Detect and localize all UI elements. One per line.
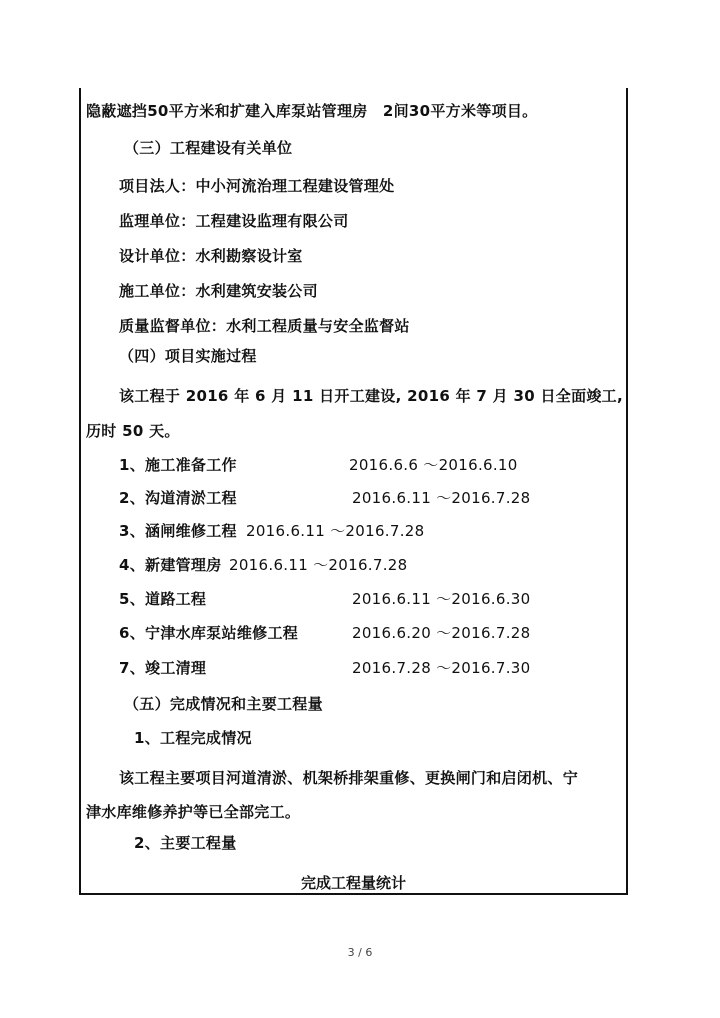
quality-line: 质量监督单位：水利工程质量与安全监督站 xyxy=(119,317,410,335)
completion-line-2: 津水库维修养护等已全部完工。 xyxy=(86,803,301,821)
section-5-heading: （五）完成情况和主要工程量 xyxy=(124,695,323,713)
task-label: 7、竣工清理 xyxy=(119,659,207,677)
completion-line-1: 该工程主要项目河道清淤、机架桥排架重修、更换闸门和启闭机、宁 xyxy=(119,769,579,787)
designer-line: 设计单位：水利勘察设计室 xyxy=(119,247,303,265)
intro-line: 隐蔽遮挡50平方米和扩建入库泵站管理房 2间30平方米等项目。 xyxy=(86,102,538,120)
builder-line: 施工单位：水利建筑安装公司 xyxy=(119,282,318,300)
table-title: 完成工程量统计 xyxy=(300,874,406,892)
task-dates: 2016.6.6 ～2016.6.10 xyxy=(349,456,518,474)
task-dates: 2016.6.11 ～2016.7.28 xyxy=(352,489,531,507)
task-label: 3、涵闸维修工程 xyxy=(119,522,237,540)
task-dates: 2016.7.28 ～2016.7.30 xyxy=(352,659,531,677)
task-dates: 2016.6.11 ～2016.7.28 xyxy=(229,556,408,574)
subsection-2-heading: 2、主要工程量 xyxy=(134,834,237,852)
task-label: 1、施工准备工作 xyxy=(119,456,237,474)
section-3-heading: （三）工程建设有关单位 xyxy=(124,139,293,157)
supervisor-line: 监理单位：工程建设监理有限公司 xyxy=(119,212,349,230)
task-label: 6、宁津水库泵站维修工程 xyxy=(119,624,299,642)
task-dates: 2016.6.11 ～2016.7.28 xyxy=(246,522,425,540)
task-label: 2、沟道清淤工程 xyxy=(119,489,237,507)
task-dates: 2016.6.20 ～2016.7.28 xyxy=(352,624,531,642)
section-4-heading: （四）项目实施过程 xyxy=(119,347,257,365)
subsection-1-heading: 1、工程完成情况 xyxy=(134,729,252,747)
task-label: 5、道路工程 xyxy=(119,590,207,608)
schedule-line-1: 该工程于 2016 年 6 月 11 日开工建设, 2016 年 7 月 30 日全面竣工, xyxy=(119,387,623,405)
task-label: 4、新建管理房 xyxy=(119,556,222,574)
task-dates: 2016.6.11 ～2016.6.30 xyxy=(352,590,531,608)
owner-line: 项目法人：中小河流治理工程建设管理处 xyxy=(119,177,395,195)
schedule-line-2: 历时 50 天。 xyxy=(86,422,180,440)
page-number: 3 / 6 xyxy=(347,946,373,959)
